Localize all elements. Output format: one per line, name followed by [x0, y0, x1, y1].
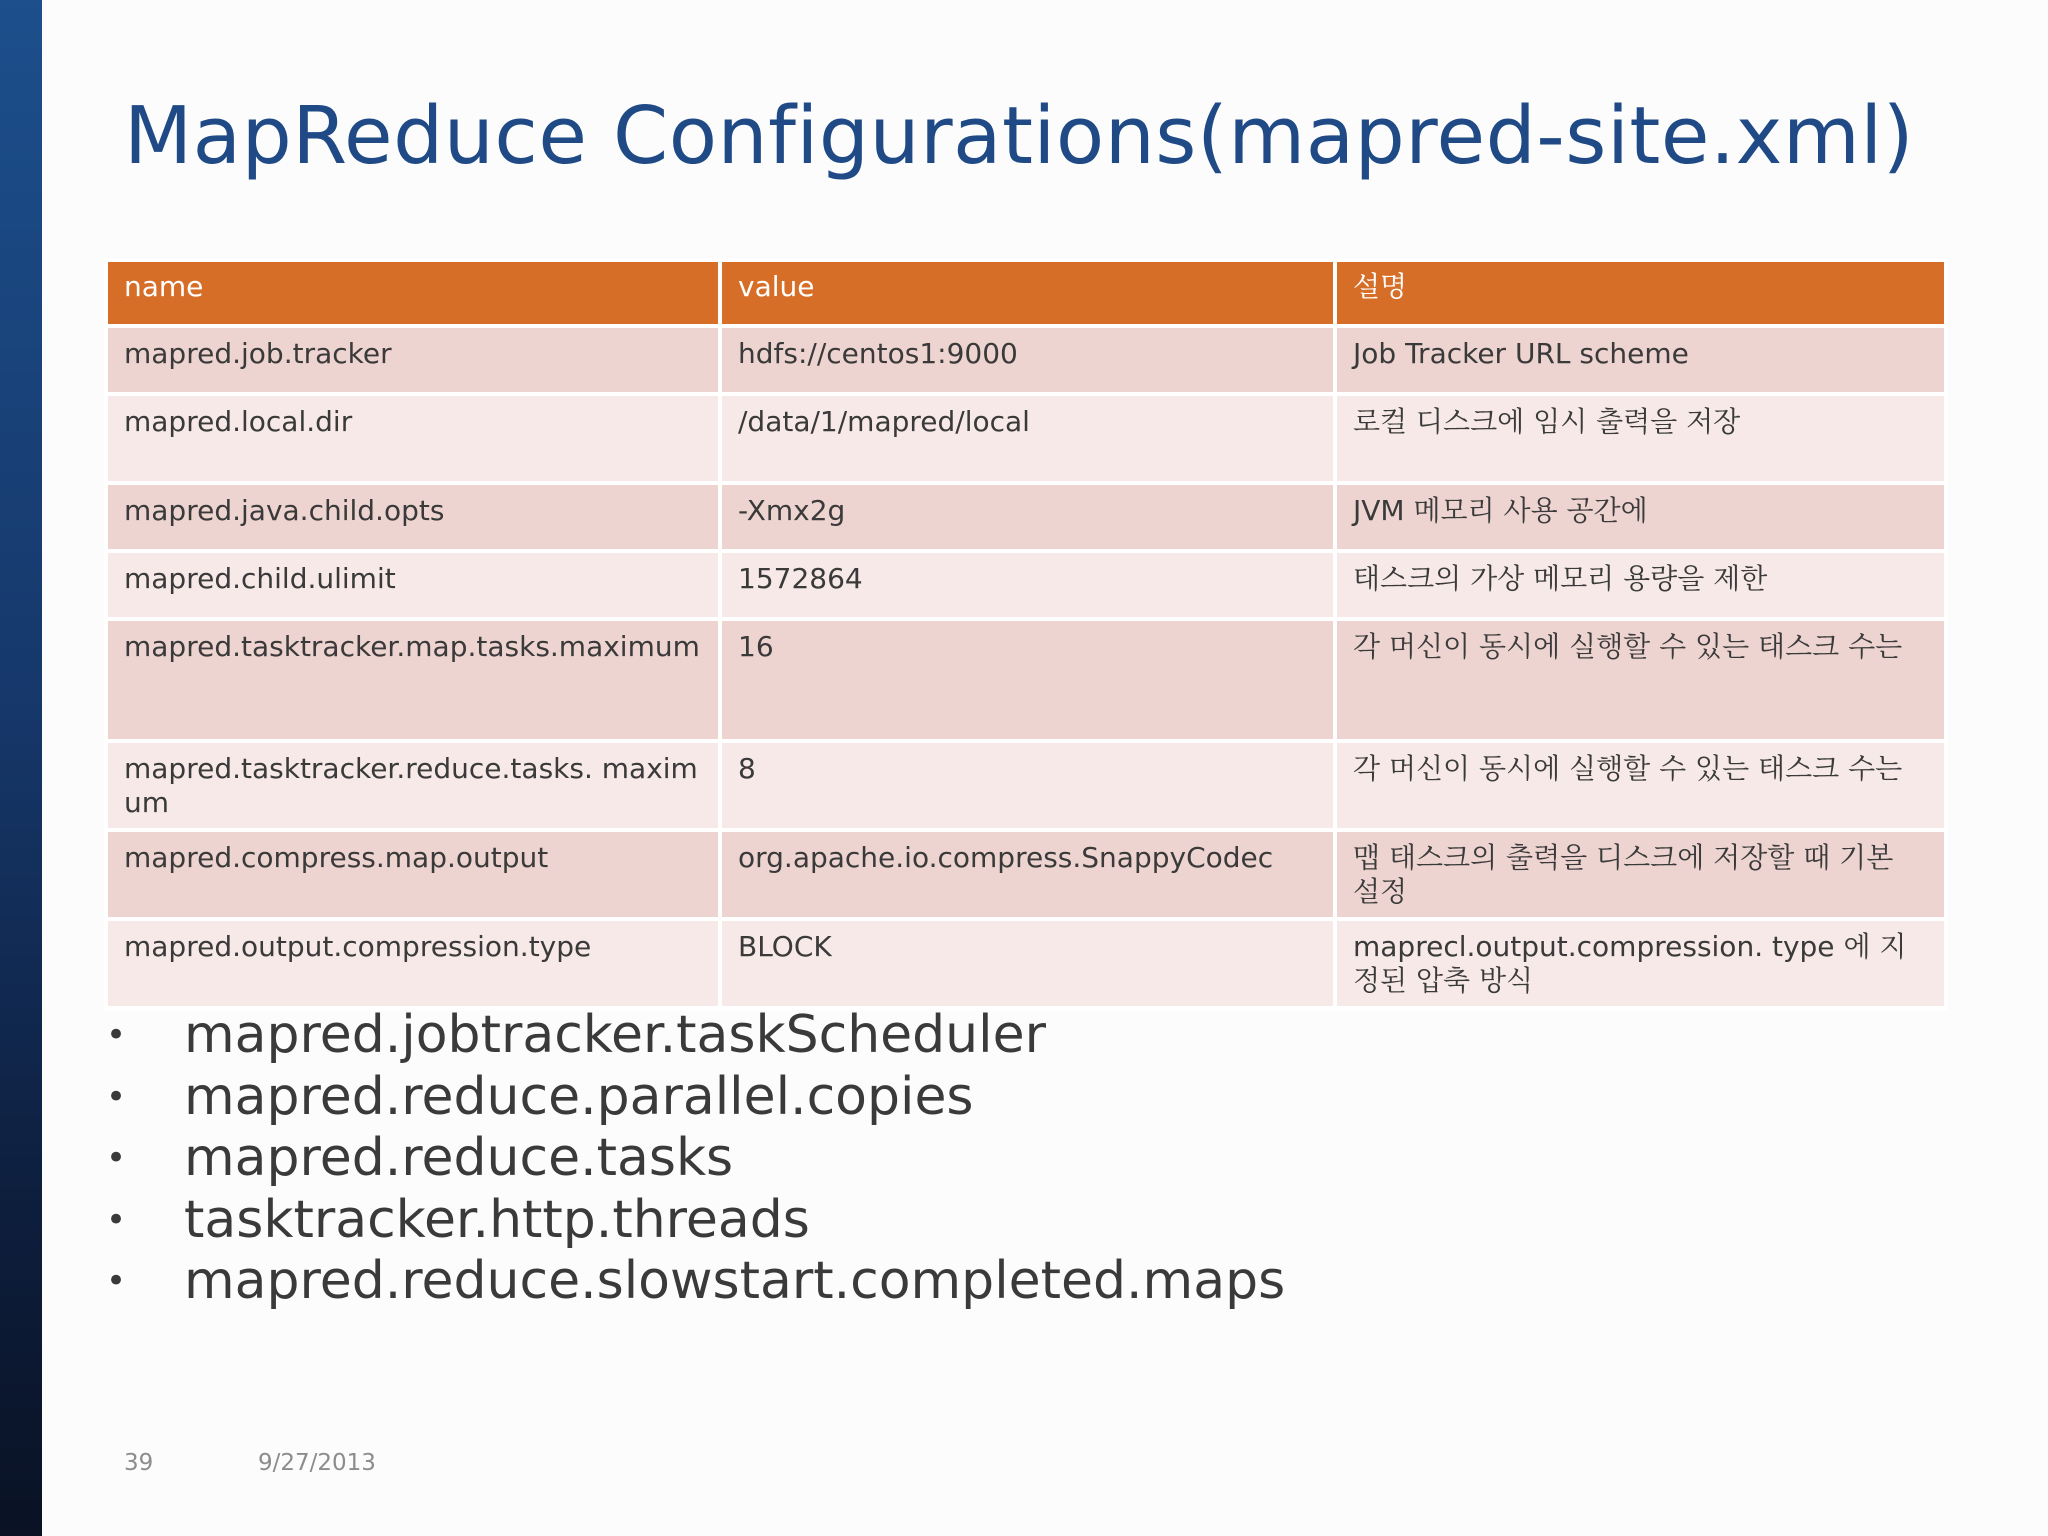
table-header-row: [106, 260, 1946, 326]
cell-description: 로컬 디스크에 임시 출력을 저장: [1335, 394, 1946, 483]
table-row: [106, 551, 1946, 619]
bullet-text: mapred.reduce.parallel.copies: [184, 1066, 974, 1127]
table-row: [106, 326, 1946, 394]
cell-name: mapred.child.ulimit: [106, 551, 720, 619]
bullet-marker: •: [106, 1076, 127, 1117]
table-row: [106, 919, 1946, 1008]
bullet-marker: •: [106, 1199, 127, 1240]
bullet-text: mapred.reduce.tasks: [184, 1128, 734, 1188]
header-value: value: [720, 260, 1335, 326]
cell-value: -Xmx2g: [720, 483, 1335, 551]
cell-name: mapred.local.dir: [106, 394, 720, 483]
cell-name: mapred.tasktracker.map.tasks.maximum: [106, 619, 720, 741]
bullet-marker: •: [106, 1261, 127, 1301]
bullet-item: [104, 1190, 1285, 1252]
header-name: name: [106, 260, 720, 326]
table-row: [106, 830, 1946, 919]
bullet-item: [104, 1005, 1285, 1067]
cell-value: BLOCK: [720, 919, 1335, 1008]
cell-value: org.apache.io.compress.SnappyCodec: [720, 830, 1335, 919]
cell-name: mapred.tasktracker.reduce.tasks. maximum: [106, 741, 720, 830]
cell-value: 16: [720, 619, 1335, 741]
cell-name: mapred.job.tracker: [106, 326, 720, 394]
cell-description: 각 머신이 동시에 실행할 수 있는 태스크 수는: [1335, 741, 1946, 830]
cell-name: mapred.compress.map.output: [106, 830, 720, 919]
table-row: [106, 741, 1946, 830]
table-row: [106, 483, 1946, 551]
cell-value: hdfs://centos1:9000: [720, 326, 1335, 394]
cell-description: 각 머신이 동시에 실행할 수 있는 태스크 수는: [1335, 619, 1946, 741]
bullet-item: [104, 1251, 1285, 1313]
slide-title: MapReduce Configurations(mapred-site.xml): [124, 90, 1915, 182]
bullet-marker: •: [106, 1015, 127, 1055]
table-row: [106, 619, 1946, 741]
bullet-text: mapred.jobtracker.taskScheduler: [184, 1005, 1046, 1065]
bullet-item: [104, 1067, 1285, 1129]
left-accent-band: [0, 0, 42, 1536]
cell-description: 태스크의 가상 메모리 용량을 제한: [1335, 551, 1946, 619]
slide-number: 39: [124, 1450, 154, 1476]
bullet-marker: •: [106, 1138, 127, 1178]
bullet-text: tasktracker.http.threads: [184, 1189, 810, 1250]
cell-value: 8: [720, 741, 1335, 830]
table-row: [106, 394, 1946, 483]
bullet-text: mapred.reduce.slowstart.completed.maps: [184, 1251, 1286, 1311]
cell-description: maprecl.output.compression. type 에 지정된 압축 방식: [1335, 919, 1946, 1008]
cell-name: mapred.output.compression.type: [106, 919, 720, 1008]
cell-description: JVM 메모리 사용 공간에: [1335, 483, 1946, 551]
cell-description: Job Tracker URL scheme: [1335, 326, 1946, 394]
cell-value: 1572864: [720, 551, 1335, 619]
bullet-list: [104, 1005, 1285, 1313]
cell-description: 맵 태스크의 출력을 디스크에 저장할 때 기본 설정: [1335, 830, 1946, 919]
cell-value: /data/1/mapred/local: [720, 394, 1335, 483]
cell-name: mapred.java.child.opts: [106, 483, 720, 551]
config-table: [104, 258, 1948, 1010]
bullet-item: [104, 1128, 1285, 1190]
slide-date: 9/27/2013: [258, 1450, 376, 1476]
header-description: 설명: [1335, 260, 1946, 326]
